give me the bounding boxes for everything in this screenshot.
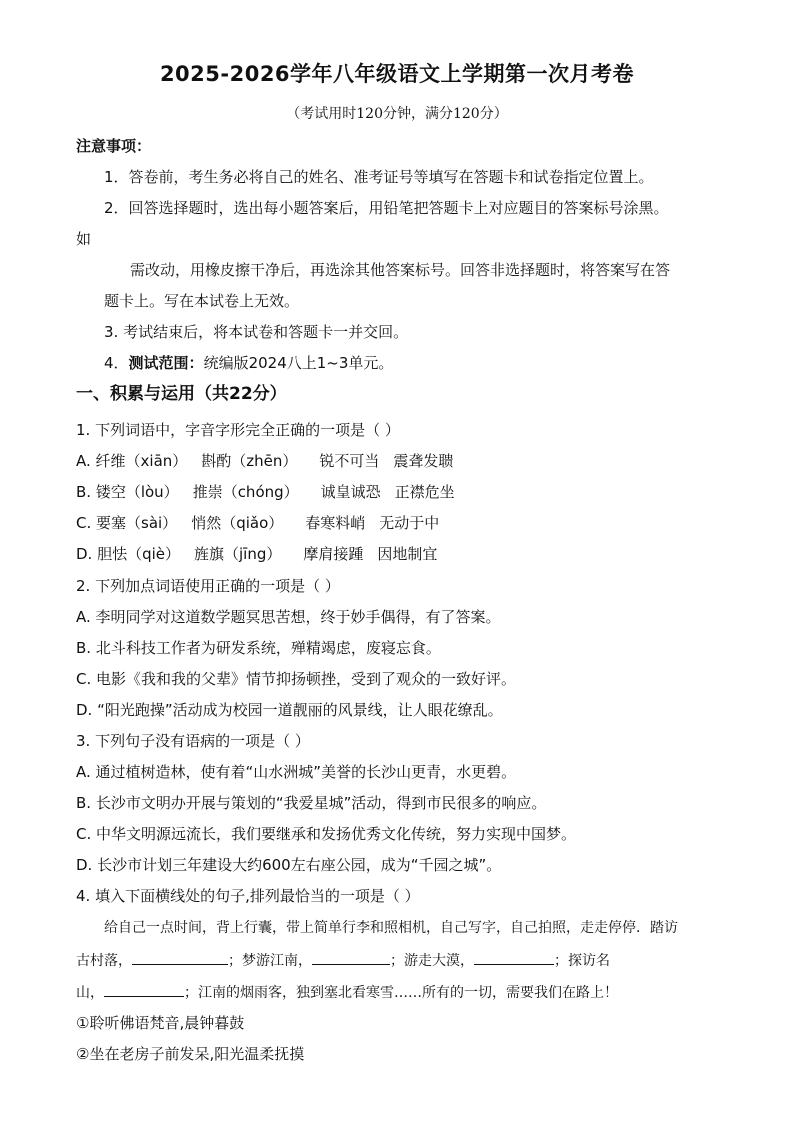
note-item-4-label: 测试范围： — [128, 354, 204, 372]
q3-option-c: C. 中华文明源远流长，我们要继承和发扬优秀文化传统，努力实现中国梦。 — [76, 825, 577, 843]
q1-option-c-word4: 无动于中 — [379, 514, 440, 532]
note-item-4 — [104, 353, 393, 373]
note-item-3: 3. 考试结束后，将本试卷和答题卡一并交回。 — [104, 323, 409, 341]
q1-option-c-word3: 春寒料峭 — [305, 514, 366, 532]
q1-option-d-word4: 因地制宜 — [377, 545, 438, 563]
q4-text-segment: ；游走大漠， — [390, 953, 474, 969]
q4-text-segment: ；梦游江南， — [228, 953, 312, 969]
q1-option-a-word4: 震聋发聩 — [393, 452, 454, 470]
note-item-4-prefix: 4． — [104, 354, 129, 372]
q4-paragraph-line-1: 给自己一点时间，背上行囊，带上简单行李和照相机，自己写字，自己拍照，走走停停．踏访 — [104, 920, 678, 936]
q4-blank-4[interactable] — [104, 982, 184, 997]
q1-option-b — [76, 482, 455, 502]
section-1-heading: 一、积累与运用（共22分） — [76, 384, 287, 404]
note-item-1: 1．答卷前，考生务必将自己的姓名、准考证号等填写在答题卡和试卷指定位置上。 — [104, 168, 654, 186]
q4-paragraph-line-3 — [76, 982, 618, 1003]
q4-text-segment: ；探访名 — [554, 953, 610, 969]
q1-option-b-word3: 诚皇诚恐 — [320, 483, 381, 501]
q4-text-segment: ；江南的烟雨客，独到塞北看寒雪……所有的一切，需要我们在路上！ — [184, 985, 618, 1001]
q1-option-c-word2: 悄然（qiǎo） — [191, 514, 284, 532]
q4-choice-1: ①聆听佛语梵音,晨钟暮鼓 — [76, 1014, 245, 1032]
q4-stem: 4. 填入下面横线处的句子,排列最恰当的一项是（ ） — [76, 887, 420, 905]
q1-option-a-word3: 锐不可当 — [319, 452, 380, 470]
q1-stem: 1. 下列词语中，字音字形完全正确的一项是（ ） — [76, 421, 400, 439]
q2-option-c: C. 电影《我和我的父辈》情节抑扬顿挫，受到了观众的一致好评。 — [76, 670, 517, 688]
q1-option-c — [76, 513, 439, 533]
q1-option-b-word2: 推崇（chóng） — [192, 483, 299, 501]
q4-text-segment: 古村落， — [76, 953, 132, 969]
q4-blank-1[interactable] — [132, 950, 228, 965]
q3-stem: 3. 下列句子没有语病的一项是（ ） — [76, 732, 310, 750]
note-item-2-line-3: 需改动，用橡皮擦干净后，再选涂其他答案标号。回答非选择题时，将答案写在答 — [130, 261, 671, 279]
q3-option-d: D. 长沙市计划三年建设大约600左右座公园，成为“千园之城”。 — [76, 856, 502, 874]
notes-heading: 注意事项： — [76, 137, 152, 155]
q1-option-a-word1: A. 纤维（xiān） — [76, 452, 188, 470]
q1-option-d-word3: 摩肩接踵 — [303, 545, 364, 563]
q2-option-b: B. 北斗科技工作者为研发系统，殚精竭虑，废寝忘食。 — [76, 639, 441, 657]
page-title: 2025-2026学年八年级语文上学期第一次月考卷 — [159, 62, 635, 86]
q4-blank-2[interactable] — [312, 950, 390, 965]
note-item-4-text: 统编版2024八上1~3单元。 — [203, 354, 394, 372]
q1-option-c-word1: C. 要塞（sài） — [76, 514, 178, 532]
q1-option-b-word4: 正襟危坐 — [394, 483, 455, 501]
note-item-2-line-4: 题卡上。写在本试卷上无效。 — [104, 292, 300, 310]
page-subtitle: （考试用时120分钟，满分120分） — [286, 106, 508, 122]
note-item-2-line-2: 如 — [76, 230, 92, 248]
q1-option-d-word1: D. 胆怯（qiè） — [76, 545, 181, 563]
q1-option-d — [76, 544, 437, 564]
q4-text-segment: 山， — [76, 985, 104, 1001]
q2-stem: 2. 下列加点词语使用正确的一项是（ ） — [76, 577, 340, 595]
q4-choice-2: ②坐在老房子前发呆,阳光温柔抚摸 — [76, 1045, 305, 1063]
q1-option-b-word1: B. 镂空（lòu） — [76, 483, 179, 501]
q2-option-a: A. 李明同学对这道数学题冥思苦想，终于妙手偶得，有了答案。 — [76, 608, 501, 626]
q1-option-d-word2: 旌旗（jīng） — [194, 545, 282, 563]
q4-blank-3[interactable] — [474, 950, 554, 965]
q1-option-a-word2: 斟酌（zhēn） — [201, 452, 298, 470]
note-item-2-line-1: 2．回答选择题时，选出每小题答案后，用铅笔把答题卡上对应题目的答案标号涂黑。 — [104, 199, 669, 217]
q4-paragraph-line-2 — [76, 950, 610, 971]
q3-option-a: A. 通过植树造林，使有着“山水洲城”美誉的长沙山更青，水更碧。 — [76, 763, 517, 781]
q1-option-a — [76, 451, 453, 471]
q2-option-d: D. “阳光跑操”活动成为校园一道靓丽的风景线，让人眼花缭乱。 — [76, 701, 503, 719]
q3-option-b: B. 长沙市文明办开展与策划的“我爱星城”活动，得到市民很多的响应。 — [76, 794, 547, 812]
